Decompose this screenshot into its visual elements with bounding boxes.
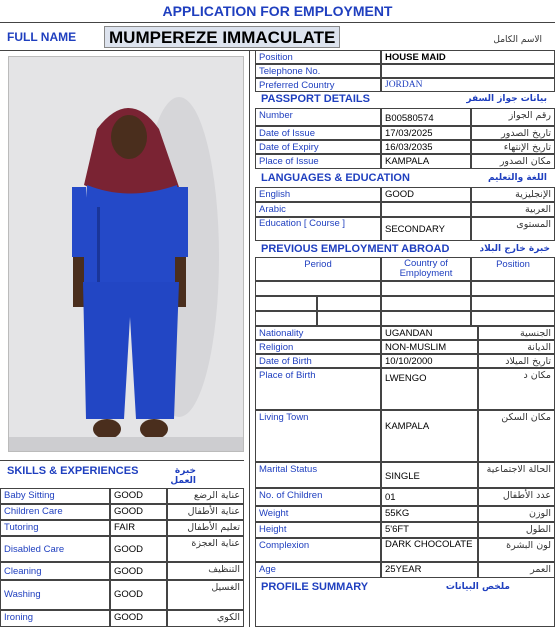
date-of-birth-ar: تاريخ الميلاد xyxy=(478,354,555,368)
age-value: 25YEAR xyxy=(381,562,478,578)
skill-ironing-value: GOOD xyxy=(110,610,167,627)
skill-children-care-ar: عناية الأطفال xyxy=(167,504,244,520)
english-label: English xyxy=(255,187,381,202)
skill-tutoring-ar: تعليم الأطفال xyxy=(167,520,244,536)
preferred-country-label: Preferred Country xyxy=(255,78,381,92)
skill-cleaning-ar: التنظيف xyxy=(167,562,244,580)
place-of-issue-value: KAMPALA xyxy=(381,154,471,169)
complexion-value: DARK CHOCOLATE xyxy=(381,538,478,562)
employment-row-3-country xyxy=(381,311,471,326)
passport-heading-ar: بيانات جواز السفر xyxy=(466,94,547,104)
height-ar: الطول xyxy=(478,522,555,538)
passport-number-ar: رقم الجواز xyxy=(471,108,555,126)
skill-children-care-label: Children Care xyxy=(0,504,110,520)
education-value: SECONDARY xyxy=(381,217,471,241)
skill-children-care-value: GOOD xyxy=(110,504,167,520)
employment-row-1-position xyxy=(471,281,555,296)
place-of-birth-ar: مكان د xyxy=(478,368,555,410)
applicant-photo-illustration xyxy=(9,57,244,452)
skill-washing-label: Washing xyxy=(0,580,110,610)
religion-value: NON-MUSLIM xyxy=(381,340,478,354)
place-of-issue-ar: مكان الصدور xyxy=(471,154,555,169)
nationality-ar: الجنسية xyxy=(478,326,555,340)
profile-heading-ar: ملخص البيانات xyxy=(445,582,510,592)
skill-cleaning-label: Cleaning xyxy=(0,562,110,580)
education-label: Education [ Course ] xyxy=(255,217,381,241)
skill-baby-sitting-value: GOOD xyxy=(110,488,167,504)
applicant-photo xyxy=(8,56,244,452)
arabic-ar: العربية xyxy=(471,202,555,217)
marital-status-ar: الحالة الاجتماعية xyxy=(478,462,555,488)
place-of-birth-label: Place of Birth xyxy=(255,368,381,410)
full-name-value: MUMPEREZE IMMACULATE xyxy=(104,26,340,48)
skill-washing-value: GOOD xyxy=(110,580,167,610)
skill-tutoring-value: FAIR xyxy=(110,520,167,536)
complexion-ar: لون البشرة xyxy=(478,538,555,562)
marital-status-value: SINGLE xyxy=(381,462,478,488)
skill-baby-sitting-ar: عناية الرضع xyxy=(167,488,244,504)
children-label: No. of Children xyxy=(255,488,381,506)
position-label: Position xyxy=(255,50,381,64)
page-title: APPLICATION FOR EMPLOYMENT xyxy=(162,3,393,19)
height-label: Height xyxy=(255,522,381,538)
employment-heading-ar: خبرة خارج البلاد xyxy=(479,244,550,254)
employment-row-3-to xyxy=(317,311,381,326)
arabic-value xyxy=(381,202,471,217)
date-of-issue-label: Date of Issue xyxy=(255,126,381,140)
position-value: HOUSE MAID xyxy=(381,50,555,64)
skill-ironing-label: Ironing xyxy=(0,610,110,627)
religion-ar: الديانة xyxy=(478,340,555,354)
skill-disabled-care-value: GOOD xyxy=(110,536,167,562)
employment-row-1-period xyxy=(255,281,381,296)
date-of-issue-value: 17/03/2025 xyxy=(381,126,471,140)
skills-heading-ar: خبرة العمل xyxy=(170,466,196,486)
telephone-label: Telephone No. xyxy=(255,64,381,78)
full-name-label: FULL NAME xyxy=(7,30,77,44)
age-label: Age xyxy=(255,562,381,578)
date-of-birth-label: Date of Birth xyxy=(255,354,381,368)
date-of-expiry-value: 16/03/2035 xyxy=(381,140,471,154)
living-town-value: KAMPALA xyxy=(381,410,478,462)
employment-col-position: Position xyxy=(471,257,555,281)
employment-row-2-to xyxy=(317,296,381,311)
nationality-label: Nationality xyxy=(255,326,381,340)
employment-row-1-country xyxy=(381,281,471,296)
arabic-label: Arabic xyxy=(255,202,381,217)
skill-disabled-care-ar: عناية العجزة xyxy=(167,536,244,562)
skills-heading: SKILLS & EXPERIENCES xyxy=(7,465,139,477)
skill-washing-ar: الغسيل xyxy=(167,580,244,610)
employment-row-2-position xyxy=(471,296,555,311)
passport-number-value: B00580574 xyxy=(381,108,471,126)
complexion-label: Complexion xyxy=(255,538,381,562)
english-value: GOOD xyxy=(381,187,471,202)
profile-summary-box xyxy=(255,578,555,627)
marital-status-label: Marital Status xyxy=(255,462,381,488)
skill-cleaning-value: GOOD xyxy=(110,562,167,580)
passport-number-label: Number xyxy=(255,108,381,126)
age-ar: العمر xyxy=(478,562,555,578)
children-value: 01 xyxy=(381,488,478,506)
education-ar: المستوى xyxy=(471,217,555,241)
children-ar: عدد الأطفال xyxy=(478,488,555,506)
employment-row-2-country xyxy=(381,296,471,311)
date-of-birth-value: 10/10/2000 xyxy=(381,354,478,368)
employment-row-3-from xyxy=(255,311,317,326)
height-value: 5'6FT xyxy=(381,522,478,538)
weight-label: Weight xyxy=(255,506,381,522)
employment-row-3-position xyxy=(471,311,555,326)
skill-ironing-ar: الكوي xyxy=(167,610,244,627)
nationality-value: UGANDAN xyxy=(381,326,478,340)
languages-heading-ar: اللغة والتعليم xyxy=(487,173,547,183)
skill-disabled-care-label: Disabled Care xyxy=(0,536,110,562)
english-ar: الإنجليزية xyxy=(471,187,555,202)
place-of-birth-value: LWENGO xyxy=(381,368,478,410)
employment-col-period: Period xyxy=(255,257,381,281)
employment-col-country: Country of Employment xyxy=(381,257,471,281)
weight-ar: الوزن xyxy=(478,506,555,522)
preferred-country-value: JORDAN xyxy=(381,78,555,92)
living-town-label: Living Town xyxy=(255,410,381,462)
date-of-issue-ar: تاريخ الصدور xyxy=(471,126,555,140)
date-of-expiry-label: Date of Expiry xyxy=(255,140,381,154)
telephone-value xyxy=(381,64,555,78)
profile-heading: PROFILE SUMMARY xyxy=(261,581,369,593)
date-of-expiry-ar: تاريخ الإنتهاء xyxy=(471,140,555,154)
employment-row-2-from xyxy=(255,296,317,311)
employment-heading: PREVIOUS EMPLOYMENT ABROAD xyxy=(261,243,450,255)
passport-heading: PASSPORT DETAILS xyxy=(261,93,370,105)
weight-value: 55KG xyxy=(381,506,478,522)
languages-heading: LANGUAGES & EDUCATION xyxy=(261,172,410,184)
place-of-issue-label: Place of Issue xyxy=(255,154,381,169)
skill-baby-sitting-label: Baby Sitting xyxy=(0,488,110,504)
skill-tutoring-label: Tutoring xyxy=(0,520,110,536)
full-name-ar: الاسم الكامل xyxy=(493,35,542,45)
living-town-ar: مكان السكن xyxy=(478,410,555,462)
religion-label: Religion xyxy=(255,340,381,354)
